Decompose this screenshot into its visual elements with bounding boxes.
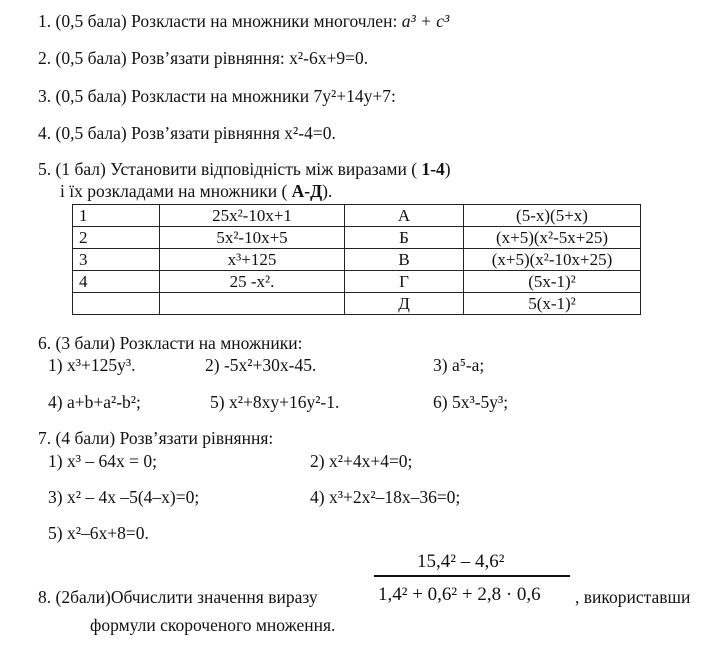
task-7-item-3: 3) x² – 4x –5(4–x)=0; xyxy=(48,487,200,507)
table-cell-factor: (5-x)(5+x) xyxy=(464,205,641,227)
task-6-item-2: 2) -5x²+30x-45. xyxy=(205,355,317,375)
task-3: 3. (0,5 бала) Розкласти на множники 7y²+14y+7: xyxy=(38,86,396,106)
task-2: 2. (0,5 бала) Розв’язати рівняння: x²-6x+9=0. xyxy=(38,48,369,68)
task-8-prefix: 8. (2бали)Обчислити значення виразу xyxy=(38,587,318,607)
table-cell-letter: Д xyxy=(345,293,464,315)
matching-table xyxy=(72,204,641,315)
table-row xyxy=(73,227,641,249)
table-cell-expr: x³+125 xyxy=(160,249,345,271)
table-cell-num: 1 xyxy=(73,205,160,227)
table-cell-letter: В xyxy=(345,249,464,271)
table-cell-num: 2 xyxy=(73,227,160,249)
fraction-denominator: 1,4² + 0,6² + 2,8 · 0,6 xyxy=(378,584,541,605)
task-8-suffix: , використавши xyxy=(575,587,691,607)
table-cell-num: 3 xyxy=(73,249,160,271)
task-6-item-6: 6) 5x³-5y³; xyxy=(433,392,509,412)
task-7-title: 7. (4 бали) Розв’язати рівняння: xyxy=(38,428,274,448)
table-row xyxy=(73,205,641,227)
task-6-item-4: 4) a+b+a²-b²; xyxy=(48,392,141,412)
fraction-bar xyxy=(374,575,570,577)
table-cell-letter: А xyxy=(345,205,464,227)
task-1: 1. (0,5 бала) Розкласти на множники многочлен: a³ + c³ xyxy=(38,11,450,31)
task-5-line-2: і їх розкладами на множники ( А-Д). xyxy=(60,181,333,201)
table-cell-letter: Г xyxy=(345,271,464,293)
table-row xyxy=(73,249,641,271)
task-7-item-2: 2) x²+4x+4=0; xyxy=(310,451,413,471)
task-1-expression: a³ + c³ xyxy=(401,11,450,31)
table-cell-letter: Б xyxy=(345,227,464,249)
task-7-item-4: 4) x³+2x²–18x–36=0; xyxy=(310,487,461,507)
table-cell-expr: 25x²-10x+1 xyxy=(160,205,345,227)
table-cell-expr: 25 -x². xyxy=(160,271,345,293)
table-cell-factor: (5x-1)² xyxy=(464,271,641,293)
task-6-item-5: 5) x²+8xy+16y²-1. xyxy=(210,392,340,412)
matching-table-body xyxy=(73,205,641,315)
task-5-line-1: 5. (1 бал) Установити відповідність між виразами ( 1-4) xyxy=(38,159,451,179)
fraction-numerator: 15,4² – 4,6² xyxy=(417,551,505,572)
table-cell-factor: (x+5)(x²-10x+25) xyxy=(464,249,641,271)
table-cell-expr: 5x²-10x+5 xyxy=(160,227,345,249)
table-row xyxy=(73,293,641,315)
table-cell-num: 4 xyxy=(73,271,160,293)
task-6-title: 6. (3 бали) Розкласти на множники: xyxy=(38,333,303,353)
task-4: 4. (0,5 бала) Розв’язати рівняння x²-4=0. xyxy=(38,123,336,143)
task-7-item-5: 5) x²–6x+8=0. xyxy=(48,523,149,543)
task-6-item-3: 3) a⁵-a; xyxy=(433,355,485,375)
task-6-item-1: 1) x³+125y³. xyxy=(48,355,136,375)
table-cell-num xyxy=(73,293,160,315)
table-cell-factor: 5(x-1)² xyxy=(464,293,641,315)
table-cell-expr xyxy=(160,293,345,315)
table-row xyxy=(73,271,641,293)
table-cell-factor: (x+5)(x²-5x+25) xyxy=(464,227,641,249)
task-7-item-1: 1) x³ – 64x = 0; xyxy=(48,451,157,471)
task-8-line-2: формули скороченого множення. xyxy=(90,615,336,635)
